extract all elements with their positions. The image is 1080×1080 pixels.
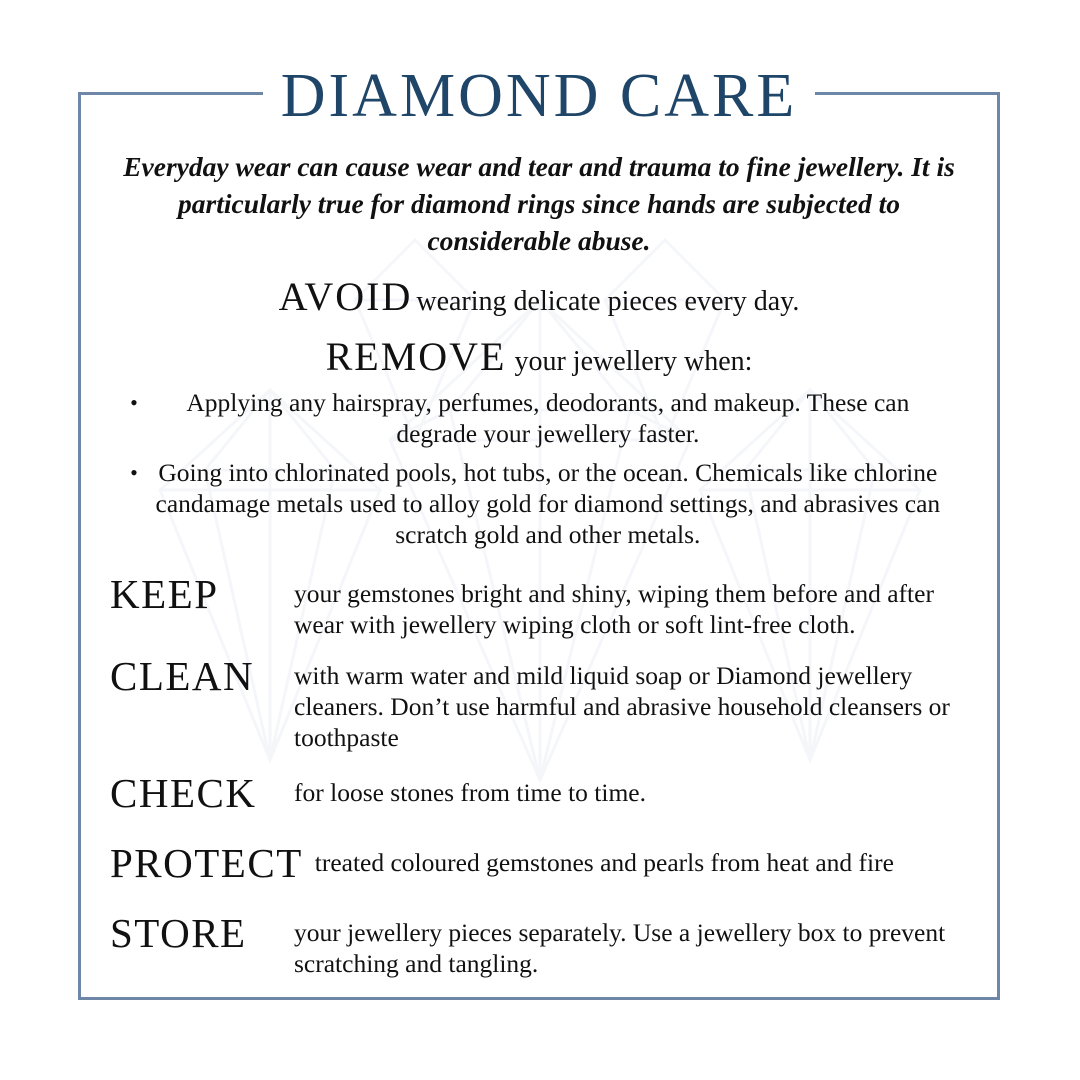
store-text: your jewellery pieces separately. Use a jewellery box to prevent scratching and tangling. xyxy=(294,918,946,978)
avoid-keyword: AVOID xyxy=(278,274,413,319)
remove-line xyxy=(100,335,978,379)
remove-keyword: REMOVE xyxy=(325,334,507,379)
remove-bullet-list xyxy=(100,387,978,550)
section-check xyxy=(100,771,978,815)
list-item xyxy=(118,387,960,449)
intro-paragraph: Everyday wear can cause wear and tear and trauma to fine jewellery. It is particularly true for diamond rings since hands are subjected to considerable abuse. xyxy=(123,151,955,256)
section-clean xyxy=(100,654,978,753)
clean-text: with warm water and mild liquid soap or Diamond jewellery cleaners. Don’t use harmful and abrasive household cleansers or toothpaste xyxy=(294,661,950,752)
list-item-text: Going into chlorinated pools, hot tubs, or the ocean. Chemicals like chlorine candamage metals used to alloy gold for diamond settings, and abrasives can scratch gold and other metals. xyxy=(155,458,941,549)
page-title: DIAMOND CARE xyxy=(263,60,816,132)
bullet-marker: • xyxy=(130,460,138,485)
section-protect xyxy=(100,841,978,885)
remove-text: your jewellery when: xyxy=(514,346,753,377)
avoid-text: wearing delicate pieces every day. xyxy=(416,286,800,317)
protect-text: treated coloured gemstones and pearls from heat and fire xyxy=(314,848,894,877)
avoid-line xyxy=(100,275,978,319)
protect-keyword: PROTECT xyxy=(110,840,303,886)
clean-keyword: CLEAN xyxy=(110,653,255,699)
store-keyword: STORE xyxy=(110,910,247,956)
list-item-text: Applying any hairspray, perfumes, deodorants, and makeup. These can degrade your jewellery faster. xyxy=(186,388,910,448)
section-store xyxy=(100,911,978,979)
bullet-marker: • xyxy=(130,390,138,415)
keep-text: your gemstones bright and shiny, wiping them before and after wear with jewellery wiping cloth or soft lint-free cloth. xyxy=(294,579,934,639)
title-row xyxy=(100,60,978,138)
check-keyword: CHECK xyxy=(110,770,257,816)
check-text: for loose stones from time to time. xyxy=(294,778,646,807)
keep-keyword: KEEP xyxy=(110,571,219,617)
section-keep xyxy=(100,572,978,640)
list-item xyxy=(118,457,960,550)
poster-content xyxy=(78,60,1000,1005)
